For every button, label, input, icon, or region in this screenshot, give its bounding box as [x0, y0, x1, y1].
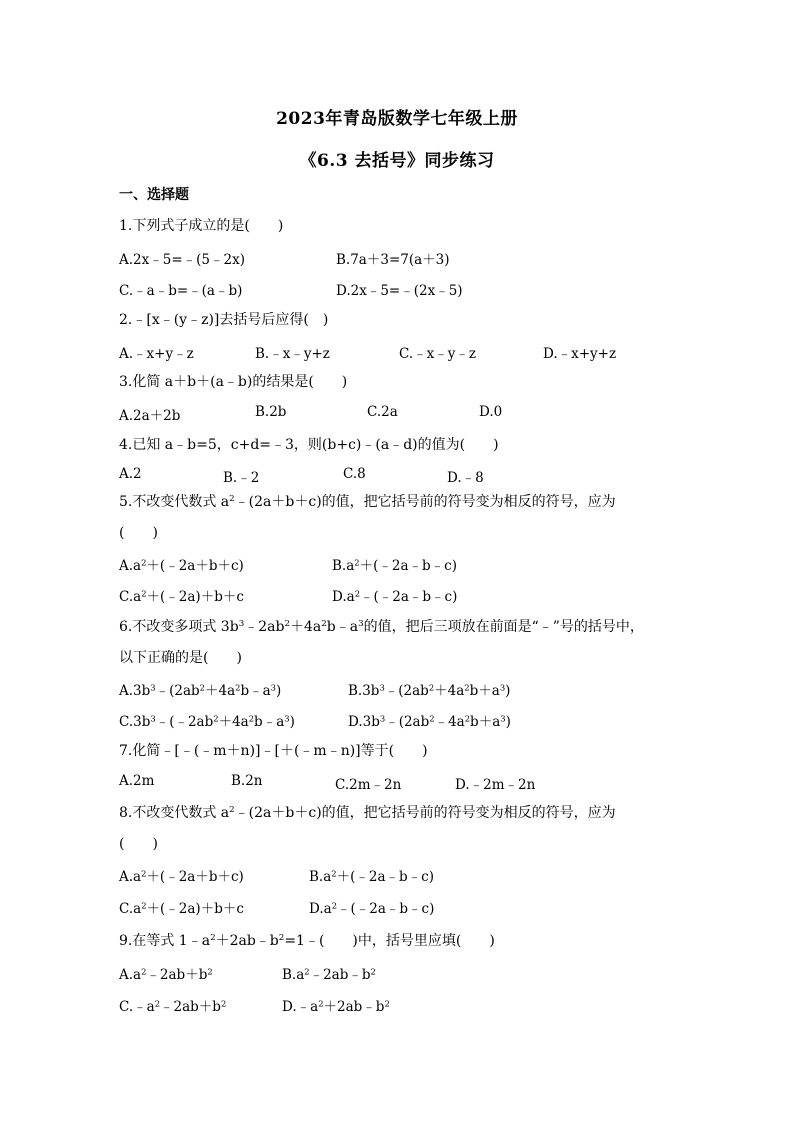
question-8-option-a: $A.a^2+(﹣2a+b+c)$	[119, 868, 244, 885]
question-8-option-b: $B.a^2+(﹣2a﹣b﹣c)$	[309, 868, 434, 885]
question-1-option-c: C.﹣a﹣b=﹣(a﹣b)	[119, 283, 243, 299]
question-6-option-d: $D.3b^3﹣(2ab^2﹣4a^2b+a^3)$	[348, 713, 511, 730]
document-title: 2023年青岛版数学七年级上册	[276, 109, 518, 129]
question-4-stem: 4.已知 a﹣b=5，c+d=﹣3，则(b+c)﹣(a﹣d)的值为( )	[119, 437, 499, 453]
question-9-option-d: $D.﹣a^2+2ab﹣b^2$	[282, 998, 390, 1015]
question-2-option-a: A.﹣x+y﹣z	[119, 346, 194, 362]
question-4-option-b: B.﹣2	[223, 470, 260, 486]
question-5-stem: 5.不改变代数式 $a^2﹣(2a+b+c)$的值，把它括号前的符号变为相反的符号，应为	[119, 494, 616, 510]
question-4-option-d: D.﹣8	[447, 470, 484, 486]
question-6-stem-continued: 以下正确的是( )	[119, 650, 242, 666]
question-1-option-a: A.2x﹣5=﹣(5﹣2x)	[119, 252, 245, 268]
question-7-option-b: B.2n	[231, 773, 263, 789]
question-2-option-c: C.﹣x﹣y﹣z	[399, 346, 476, 362]
document-subtitle: 《6.3 去括号》同步练习	[299, 151, 495, 171]
question-5-option-b: $B.a^2+(﹣2a﹣b﹣c)$	[332, 557, 457, 574]
question-3-option-c: C.2a	[367, 404, 398, 420]
question-3-option-a: A.2a＋2b	[119, 408, 181, 424]
question-5-stem-continued: ( )	[119, 525, 158, 541]
question-8-stem-continued: ( )	[119, 836, 158, 852]
question-9-option-a: $A.a^2﹣2ab+b^2$	[119, 966, 213, 983]
question-5-option-c: $C.a^2+(﹣2a)+b+c$	[119, 588, 244, 605]
question-3-option-d: D.0	[479, 404, 503, 420]
question-7-stem: 7.化简﹣[﹣(﹣m＋n)]﹣[＋(﹣m﹣n)]等于( )	[119, 743, 428, 759]
question-8-stem: 8.不改变代数式 $a^2﹣(2a+b+c)$的值，把它括号前的符号变为相反的符号，应为	[119, 805, 616, 821]
question-6-option-b: $B.3b^3﹣(2ab^2+4a^2b+a^3)$	[348, 682, 511, 699]
question-4-option-a: A.2	[119, 466, 142, 482]
question-7-option-a: A.2m	[119, 773, 155, 789]
question-5-option-d: $D.a^2﹣(﹣2a﹣b﹣c)$	[332, 588, 458, 605]
question-4-option-c: C.8	[343, 466, 366, 482]
question-7-option-c: C.2m﹣2n	[335, 777, 402, 793]
question-8-option-c: $C.a^2+(﹣2a)+b+c$	[119, 900, 244, 917]
question-9-stem: 9.在等式 $1﹣a^2+2ab﹣b^2=1﹣$( )中，括号里应填( )	[119, 933, 495, 949]
question-1-stem: 1.下列式子成立的是( )	[119, 218, 284, 234]
question-1-option-b: B.7a＋3=7(a＋3)	[336, 252, 450, 268]
question-2-option-b: B.﹣x﹣y+z	[255, 346, 330, 362]
question-7-option-d: D.﹣2m﹣2n	[455, 777, 536, 793]
question-8-option-d: $D.a^2﹣(﹣2a﹣b﹣c)$	[309, 900, 435, 917]
question-3-stem: 3.化简 a＋b＋(a﹣b)的结果是( )	[119, 374, 348, 390]
question-2-option-d: D.﹣x+y+z	[543, 346, 617, 362]
question-9-option-b: $B.a^2﹣2ab﹣b^2$	[282, 966, 376, 983]
question-6-option-c: $C.3b^3﹣(﹣2ab^2+4a^2b﹣a^3)$	[119, 713, 295, 730]
question-6-stem: 6.不改变多项式 $3b^3﹣2ab^2+4a^2b﹣a^3$的值，把后三项放在前面是“﹣”号的括号中，	[119, 619, 644, 635]
question-2-stem: 2.﹣[x﹣(y﹣z)]去括号后应得( )	[119, 312, 329, 328]
question-3-option-b: B.2b	[255, 404, 287, 420]
question-5-option-a: $A.a^2+(﹣2a+b+c)$	[119, 557, 244, 574]
question-6-option-a: $A.3b^3﹣(2ab^2+4a^2b﹣a^3)$	[119, 682, 282, 699]
section-heading: 一、选择题	[119, 187, 189, 203]
question-9-option-c: $C.﹣a^2﹣2ab+b^2$	[119, 998, 227, 1015]
question-1-option-d: D.2x﹣5=﹣(2x﹣5)	[336, 283, 463, 299]
